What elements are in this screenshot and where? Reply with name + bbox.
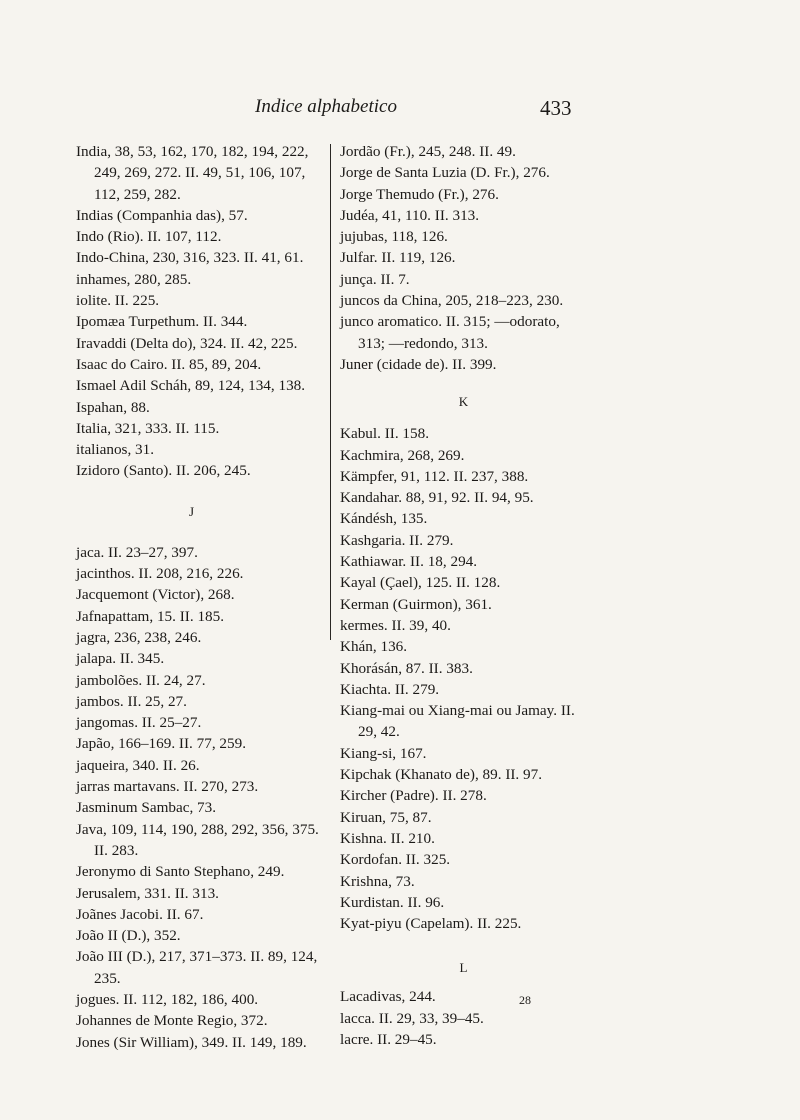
index-entry: Indo (Rio). II. 107, 112.	[76, 228, 222, 246]
column-divider	[330, 144, 331, 640]
index-entry: Kachmira, 268, 269.	[340, 446, 465, 464]
index-entry: Kándésh, 135.	[340, 510, 428, 528]
index-entry: Kashgaria. II. 279.	[340, 531, 454, 549]
index-entry: Lacadivas, 244.	[340, 988, 436, 1006]
index-entry: jalapa. II. 345.	[76, 650, 165, 668]
index-entry: Jafnapattam, 15. II. 185.	[76, 607, 225, 625]
index-entry: Ipomæa Turpethum. II. 344.	[76, 313, 248, 331]
entries-group-i	[76, 141, 328, 482]
index-entry: junco aromatico. II. 315; —odorato, 313; —redondo, 313.	[340, 313, 560, 352]
index-entry: Izidoro (Santo). II. 206, 245.	[76, 462, 251, 480]
index-entry: Jorge Themudo (Fr.), 276.	[340, 185, 499, 203]
index-entry: Krishna, 73.	[340, 872, 415, 890]
index-entry: jarras martavans. II. 270, 273.	[76, 778, 259, 796]
index-entry: India, 38, 53, 162, 170, 182, 194, 222, 249, 269, 272. II. 49, 51, 106, 107, 112, 259, 282.	[76, 143, 309, 203]
index-entry: Julfar. II. 119, 126.	[340, 249, 456, 267]
index-entry: Jorge de Santa Luzia (D. Fr.), 276.	[340, 164, 550, 182]
index-entry: Johannes de Monte Regio, 372.	[76, 1012, 268, 1030]
index-entry: Kiachta. II. 279.	[340, 680, 440, 698]
index-column-left	[76, 141, 328, 1053]
index-entry: Kerman (Guirmon), 361.	[340, 595, 492, 613]
index-entry: Jeronymo di Santo Stephano, 249.	[76, 863, 285, 881]
index-entry: jogues. II. 112, 182, 186, 400.	[76, 990, 259, 1008]
index-entry: italianos, 31.	[76, 441, 155, 459]
index-entry: Java, 109, 114, 190, 288, 292, 356, 375. II. 283.	[76, 820, 319, 859]
page-number: 433	[540, 96, 572, 120]
index-entry: Jacquemont (Victor), 268.	[76, 586, 235, 604]
section-letter-j: J	[188, 503, 196, 519]
index-entry: Jordão (Fr.), 245, 248. II. 49.	[340, 143, 516, 160]
entries-group-l	[340, 986, 588, 1050]
index-entry: jambos. II. 25, 27.	[76, 692, 187, 710]
index-entry: Indo-China, 230, 316, 323. II. 41, 61.	[76, 249, 304, 267]
index-entry: kermes. II. 39, 40.	[340, 616, 451, 634]
entries-group-j-continued	[340, 141, 588, 375]
index-entry: jagra, 236, 238, 246.	[76, 628, 202, 646]
index-entry: lacre. II. 29–45.	[340, 1030, 437, 1048]
index-entry: inhames, 280, 285.	[76, 270, 192, 288]
index-entry: Italia, 321, 333. II. 115.	[76, 419, 220, 437]
index-entry: Kishna. II. 210.	[340, 829, 435, 847]
index-entry: jambolões. II. 24, 27.	[76, 671, 206, 689]
index-entry: Iravaddi (Delta do), 324. II. 42, 225.	[76, 334, 298, 352]
index-entry: Kurdistan. II. 96.	[340, 893, 445, 911]
section-letter-l: L	[459, 960, 469, 976]
printer-signature-mark: 28	[519, 993, 531, 1007]
index-entry: Kiang-mai ou Xiang-mai ou Jamay. II. 29, 42.	[340, 702, 575, 741]
index-entry: Jones (Sir William), 349. II. 149, 189.	[76, 1033, 307, 1051]
index-entry: Jasminum Sambac, 73.	[76, 799, 217, 817]
index-entry: jaca. II. 23–27, 397.	[76, 543, 198, 561]
index-entry: jaqueira, 340. II. 26.	[76, 756, 200, 774]
index-entry: Jerusalem, 331. II. 313.	[76, 884, 219, 902]
section-letter-k: K	[458, 394, 470, 410]
index-entry: João III (D.), 217, 371–373. II. 89, 124, 235.	[76, 948, 318, 987]
index-entry: Ismael Adil Scháh, 89, 124, 134, 138.	[76, 377, 306, 395]
index-entry: Kiruan, 75, 87.	[340, 808, 432, 826]
index-entry: João II (D.), 352.	[76, 927, 181, 945]
index-entry: Kyat-piyu (Capelam). II. 225.	[340, 915, 522, 933]
index-entry: Kathiawar. II. 18, 294.	[340, 553, 478, 571]
entries-group-k	[340, 423, 588, 934]
index-entry: Khán, 136.	[340, 638, 408, 656]
index-column-right	[340, 141, 588, 1050]
index-entry: Kayal (Çael), 125. II. 128.	[340, 574, 501, 592]
index-entry: Japão, 166–169. II. 77, 259.	[76, 735, 246, 753]
index-entry: Indias (Companhia das), 57.	[76, 206, 248, 224]
index-entry: Ispahan, 88.	[76, 398, 150, 416]
entries-group-j	[76, 542, 328, 1053]
index-entry: Judéa, 41, 110. II. 313.	[340, 206, 480, 224]
index-entry: lacca. II. 29, 33, 39–45.	[340, 1009, 484, 1027]
index-entry: Joãnes Jacobi. II. 67.	[76, 905, 204, 923]
running-head-title: Indice alphabetico	[255, 96, 397, 117]
index-entry: Kordofan. II. 325.	[340, 851, 451, 869]
index-entry: jangomas. II. 25–27.	[76, 714, 202, 732]
index-entry: Kabul. II. 158.	[340, 425, 429, 443]
index-entry: junça. II. 7.	[340, 270, 410, 288]
index-entry: jacinthos. II. 208, 216, 226.	[76, 565, 244, 583]
index-entry: Kircher (Padre). II. 278.	[340, 787, 487, 805]
index-entry: iolite. II. 225.	[76, 292, 160, 310]
index-entry: Isaac do Cairo. II. 85, 89, 204.	[76, 355, 262, 373]
index-entry: Juner (cidade de). II. 399.	[340, 355, 497, 373]
index-entry: Kiang-si, 167.	[340, 744, 427, 762]
index-entry: Kämpfer, 91, 112. II. 237, 388.	[340, 467, 529, 485]
index-entry: Kipchak (Khanato de), 89. II. 97.	[340, 766, 543, 784]
index-entry: jujubas, 118, 126.	[340, 228, 448, 246]
index-entry: Khorásán, 87. II. 383.	[340, 659, 473, 677]
index-entry: Kandahar. 88, 91, 92. II. 94, 95.	[340, 489, 534, 507]
index-entry: juncos da China, 205, 218–223, 230.	[340, 292, 564, 310]
